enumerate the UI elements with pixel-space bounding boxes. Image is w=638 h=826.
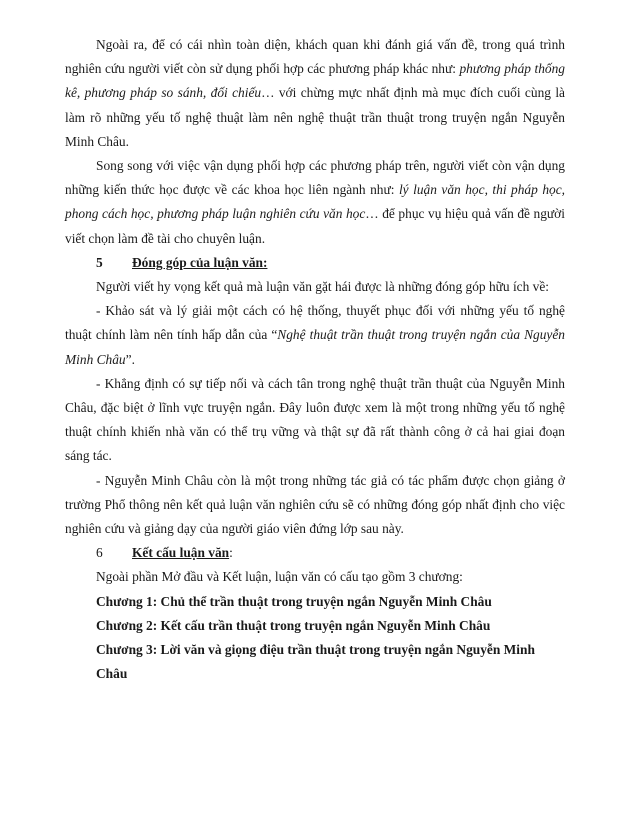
contribution-item-2: - Khẳng định có sự tiếp nối và cách tân trong nghệ thuật trần thuật của Nguyễn Minh Châu, đặc biệt ở lĩnh vực truyện ngắn. Đây luôn được xem là một trong những yếu tố nghệ thuật chính khiến nhà văn có thể trụ vững và thật sự đã rất thành công ở cả hai giai đoạn sáng tác. [65,375,565,464]
section-title: Kết cấu luận văn [132,545,230,561]
section-5-heading [65,251,565,275]
paragraph-text: Song song với việc vận dụng phối hợp các phương pháp trên, người viết còn vận dụng những kiến thức học được về các khoa học liên ngành như: [65,158,565,198]
paragraph-text: ”. [125,351,135,367]
section-6-intro: Ngoài phần Mở đầu và Kết luận, luận văn có cấu tạo gồm 3 chương: [96,569,463,585]
section-6-heading [65,541,565,565]
paragraph-text: - Khảo sát và lý giải một cách có hệ thống, thuyết phục đối với những yếu tố nghệ thuật chính làm nên tính hấp dẫn của “ [65,303,565,343]
section-title-colon: : [229,545,233,561]
chapter-1-line: Chương 1: Chủ thể trần thuật trong truyện ngắn Nguyễn Minh Châu [96,593,492,609]
contribution-item-3: - Nguyễn Minh Châu còn là một trong những tác giả có tác phẩm được chọn giảng ở trường Phổ thông nên kết quả luận văn nghiên cứu sẽ có những đóng góp nhất định cho việc nghiên cứu và giảng dạy của người giáo viên đứng lớp sau này. [65,472,565,537]
italic-title-text: Nghệ thuật trần thuật trong truyện ngắn của Nguyễn Minh Châu [65,327,566,367]
paragraph-interdisciplinary [65,154,565,251]
italic-disciplines-text: lý luận văn học, thi pháp học, phong cách học, phương pháp luận nghiên cứu văn học [65,182,565,222]
chapter-3-line: Chương 3: Lời văn và giọng điệu trần thuật trong truyện ngắn Nguyễn Minh Châu [96,642,535,682]
paragraph-text: Ngoài ra, để có cái nhìn toàn diện, khách quan khi đánh giá vấn đề, trong quá trình nghiên cứu người viết còn sử dụng phối hợp các phương pháp khác như: [65,37,565,77]
section-number: 5 [96,254,103,270]
document-page [65,33,565,686]
italic-methods-text: phương pháp thống kê, phương pháp so sánh, đối chiếu [65,61,565,101]
paragraph-text: … với chừng mực nhất định mà mục đích cuối cùng là làm rõ những yếu tố nghệ thuật làm nên nghệ thuật trần thuật trong truyện ngắn Nguyễn Minh Châu. [65,85,565,149]
section-5-intro: Người viết hy vọng kết quả mà luận văn gặt hái được là những đóng góp hữu ích về: [96,279,550,295]
chapter-2-line: Chương 2: Kết cấu trần thuật trong truyện ngắn Nguyễn Minh Châu [96,617,491,633]
contribution-item-1 [65,299,565,372]
paragraph-text: … để phục vụ hiệu quả vấn đề người viết chọn làm đề tài cho chuyên luận. [65,206,565,246]
section-number: 6 [96,545,103,561]
section-title: Đóng góp của luận văn: [132,254,268,270]
paragraph-other-methods [65,33,565,154]
